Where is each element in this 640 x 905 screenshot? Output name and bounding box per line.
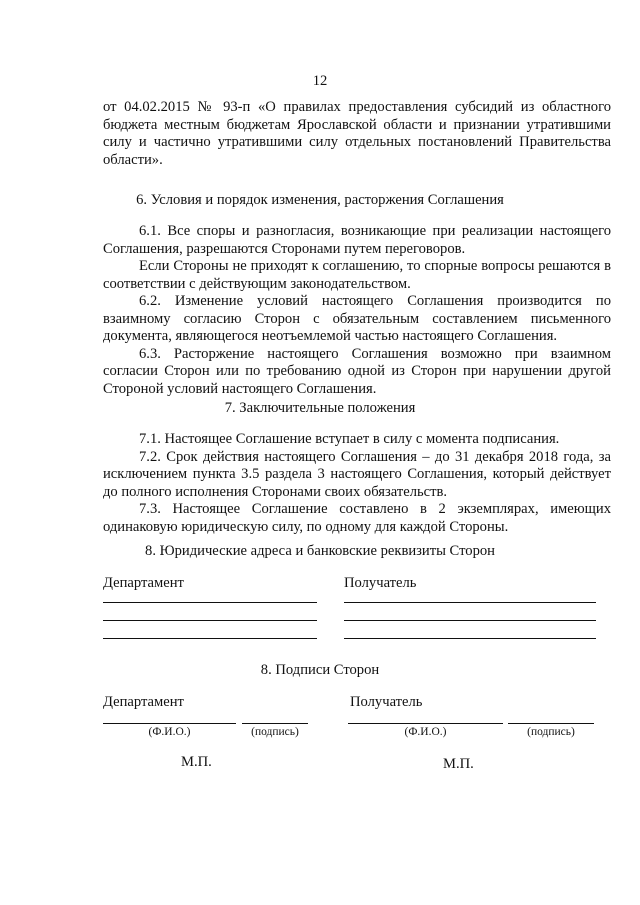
paragraph-6-1-cont: Если Стороны не приходят к соглашению, то спорные вопросы решаются в соответствии с действующим законодательством. <box>103 258 611 292</box>
section-8-signatures-heading: 8. Подписи Сторон <box>260 662 380 678</box>
requisites-line-right-2 <box>344 620 596 621</box>
paragraph-7-2: 7.2. Срок действия настоящего Соглашения – до 31 декабря 2018 года, за исключением пункта 3.5 раздела 3 настоящего Соглашения, который действует до полного исполнения Сторонами своих обязательств. <box>103 448 611 500</box>
page-number: 12 <box>312 73 328 89</box>
paragraph-7-3: 7.3. Настоящее Соглашение составлено в 2 экземплярах, имеющих одинаковую юридическую силу, по одному для каждой Стороны. <box>103 501 611 535</box>
paragraph-6-3: 6.3. Расторжение настоящего Соглашения возможно при взаимном согласии Сторон или по требованию одной из Сторон при нарушении другой Стороной условий настоящего Соглашения. <box>103 345 611 397</box>
signatures-department-label: Департамент <box>103 694 184 710</box>
requisites-department-label: Департамент <box>103 575 184 591</box>
requisites-line-right-1 <box>344 602 596 603</box>
section-6-body <box>103 223 611 398</box>
section-6-heading: 6. Условия и порядок изменения, расторжения Соглашения <box>136 192 504 208</box>
section-8-requisites-heading: 8. Юридические адреса и банковские реквизиты Сторон <box>145 543 495 559</box>
section-7-heading: 7. Заключительные положения <box>224 400 416 416</box>
department-signature-line <box>242 723 308 724</box>
recipient-signature-caption: (подпись) <box>527 726 575 738</box>
requisites-line-right-3 <box>344 638 596 639</box>
paragraph-7-1: 7.1. Настоящее Соглашение вступает в силу с момента подписания. <box>139 431 560 447</box>
department-stamp-label: М.П. <box>181 754 212 770</box>
requisites-line-left-3 <box>103 638 317 639</box>
requisites-line-left-1 <box>103 602 317 603</box>
paragraph-6-1: 6.1. Все споры и разногласия, возникающие при реализации настоящего Соглашения, разрешаются Сторонами путем переговоров. <box>103 223 611 257</box>
recipient-fio-line <box>348 723 503 724</box>
recipient-stamp-label: М.П. <box>443 756 474 772</box>
paragraph-6-2: 6.2. Изменение условий настоящего Соглашения производится по взаимному согласию Сторон с обязательным составлением письменного документа, являющегося неотъемлемой частью настоящего Соглашения. <box>103 293 611 344</box>
intro-paragraph: от 04.02.2015 № 93-п «О правилах предоставления субсидий из областного бюджета местным бюджетам Ярославской области и признании утратившими силу и частично утратившими силу отдельных постановлений Правительства области». <box>103 99 611 168</box>
signatures-recipient-label: Получатель <box>350 694 423 710</box>
requisites-recipient-label: Получатель <box>344 575 417 591</box>
department-signature-caption: (подпись) <box>251 726 299 738</box>
recipient-signature-line <box>508 723 594 724</box>
requisites-line-left-2 <box>103 620 317 621</box>
department-fio-caption: (Ф.И.О.) <box>148 726 191 738</box>
recipient-fio-caption: (Ф.И.О.) <box>404 726 447 738</box>
section-7-body <box>103 431 611 536</box>
department-fio-line <box>103 723 236 724</box>
